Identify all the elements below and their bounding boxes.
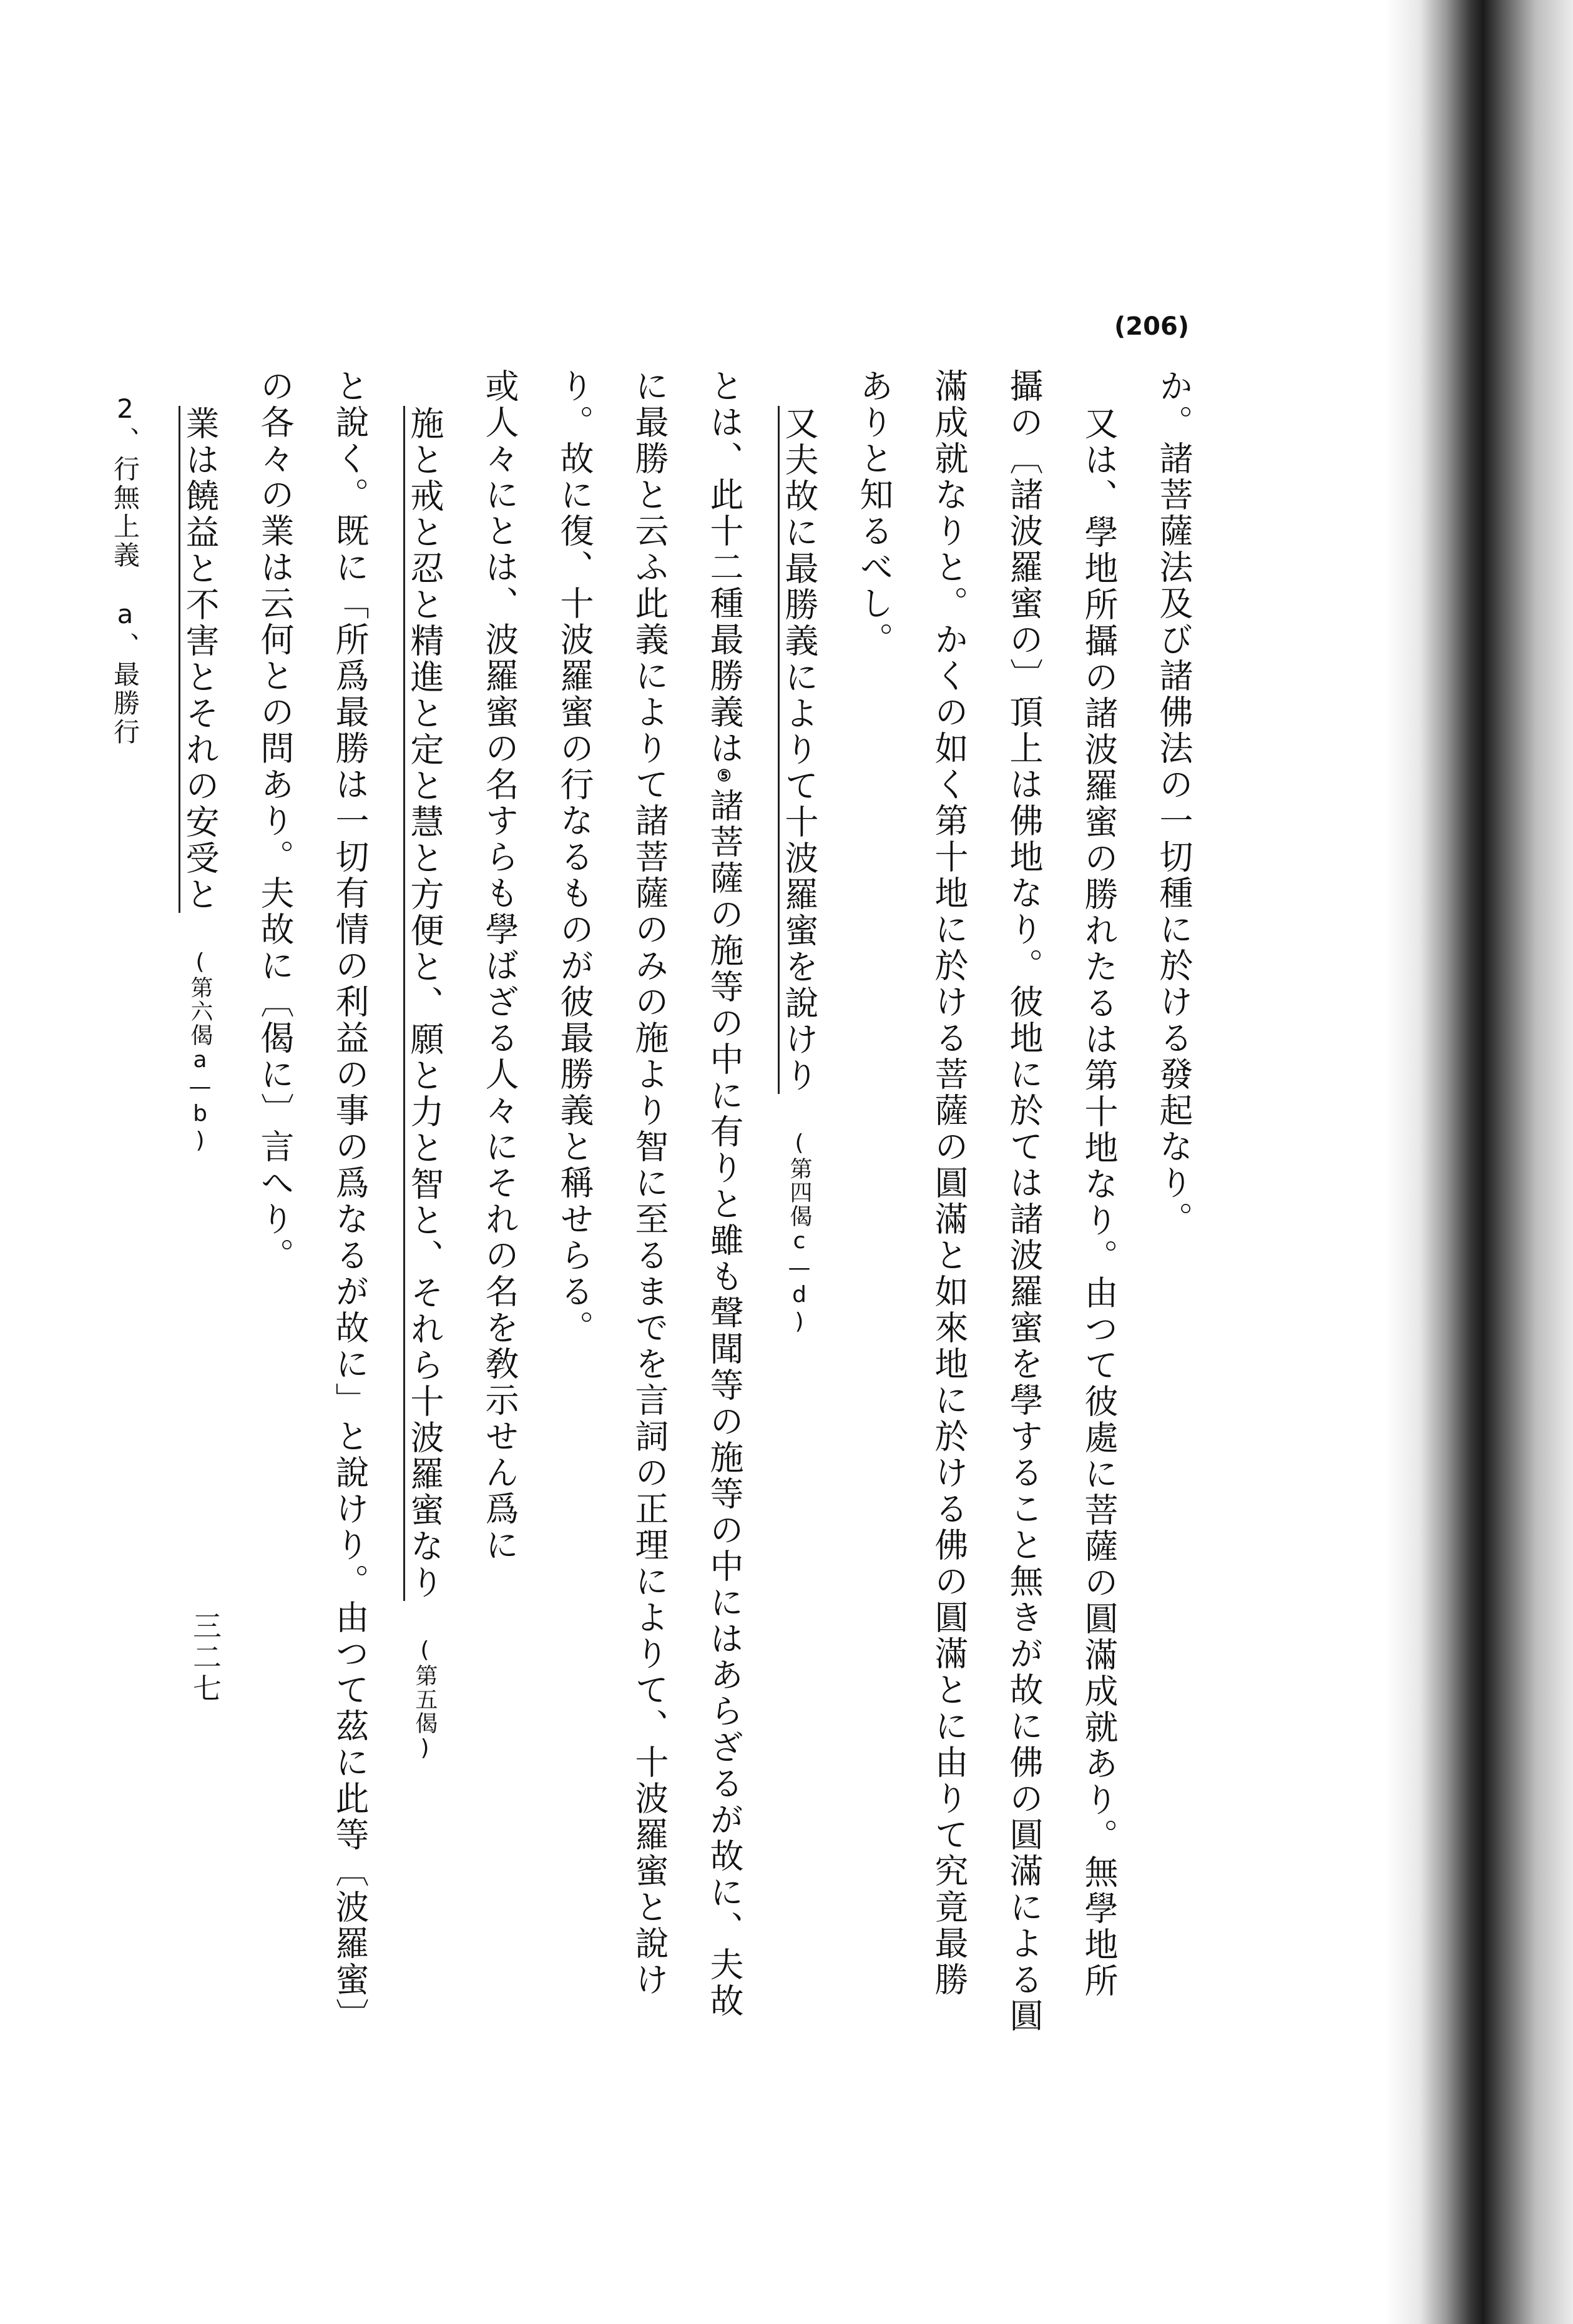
page-number: (206)	[1114, 312, 1190, 341]
section-heading: 2、行無上義 a、最勝行	[110, 393, 140, 747]
para-2-rest: 諸菩薩の施等の中に有りと雖も聲聞等の施等の中にはあらざるが故に、夫故	[705, 788, 744, 2019]
verse-4-note: (第四偈c—d)	[786, 1130, 812, 1336]
text-line: 攝の〔諸波羅蜜の〕頂上は佛地なり。彼地に於ては諸波羅蜜を學すること無きが故に佛の圓滿による圓	[1004, 368, 1044, 2034]
verse-6-text: 業は饒益と不害とそれの安受と	[179, 406, 220, 913]
text-line: 或人々にとは、波羅蜜の名すらも學ばざる人々にそれの名を敎示せん爲に	[480, 368, 519, 1563]
text-line	[687, 368, 762, 2092]
verse-4	[762, 368, 836, 2092]
verse-5-text: 施と戒と忍と精進と定と慧と方便と、願と力と智と、それら十波羅蜜なり	[403, 406, 444, 1601]
verse-5	[387, 368, 462, 2092]
folio-number: 三二七	[189, 1611, 222, 1705]
verse-6-note: (第六偈a—b)	[187, 949, 213, 1155]
binding-gutter-shadow	[1386, 0, 1573, 2324]
footnote-marker: ⑤	[715, 767, 733, 788]
body-text	[110, 368, 1211, 2092]
verse-5-note: (第五偈)	[412, 1637, 438, 1762]
text-line: か。諸菩薩法及び諸佛法の一切種に於ける發起なり。	[1154, 368, 1193, 1238]
verse-6	[162, 368, 237, 2092]
text-line: 滿成就なりと。かくの如く第十地に於ける菩薩の圓滿と如來地に於ける佛の圓滿とに由りて究竟最勝	[929, 368, 969, 1998]
text-line: り。故に復、十波羅蜜の行なるものが彼最勝義と稱せらる。	[555, 368, 594, 1346]
text-line: と說く。既に「所爲最勝は一切有情の利益の事の爲なるが故に」と說けり。由つて茲に此等〔波羅蜜〕	[330, 368, 370, 2034]
text-line: 又は、學地所攝の諸波羅蜜の勝れたるは第十地なり。由つて彼處に菩薩の圓滿成就あり。無學地所	[1079, 406, 1119, 1999]
para-2-start: とは、此十二種最勝義は	[705, 368, 744, 767]
text-line: の各々の業は云何との問あり。夫故に〔偈に〕言へり。	[255, 368, 295, 1274]
text-line: に最勝と云ふ此義によりて諸菩薩のみの施より智に至るまでを言詞の正理によりて、十波羅蜜と說け	[630, 368, 669, 1998]
text-line: ありと知るべし。	[855, 368, 894, 658]
verse-4-text: 又夫故に最勝義によりて十波羅蜜を說けり	[778, 406, 819, 1094]
